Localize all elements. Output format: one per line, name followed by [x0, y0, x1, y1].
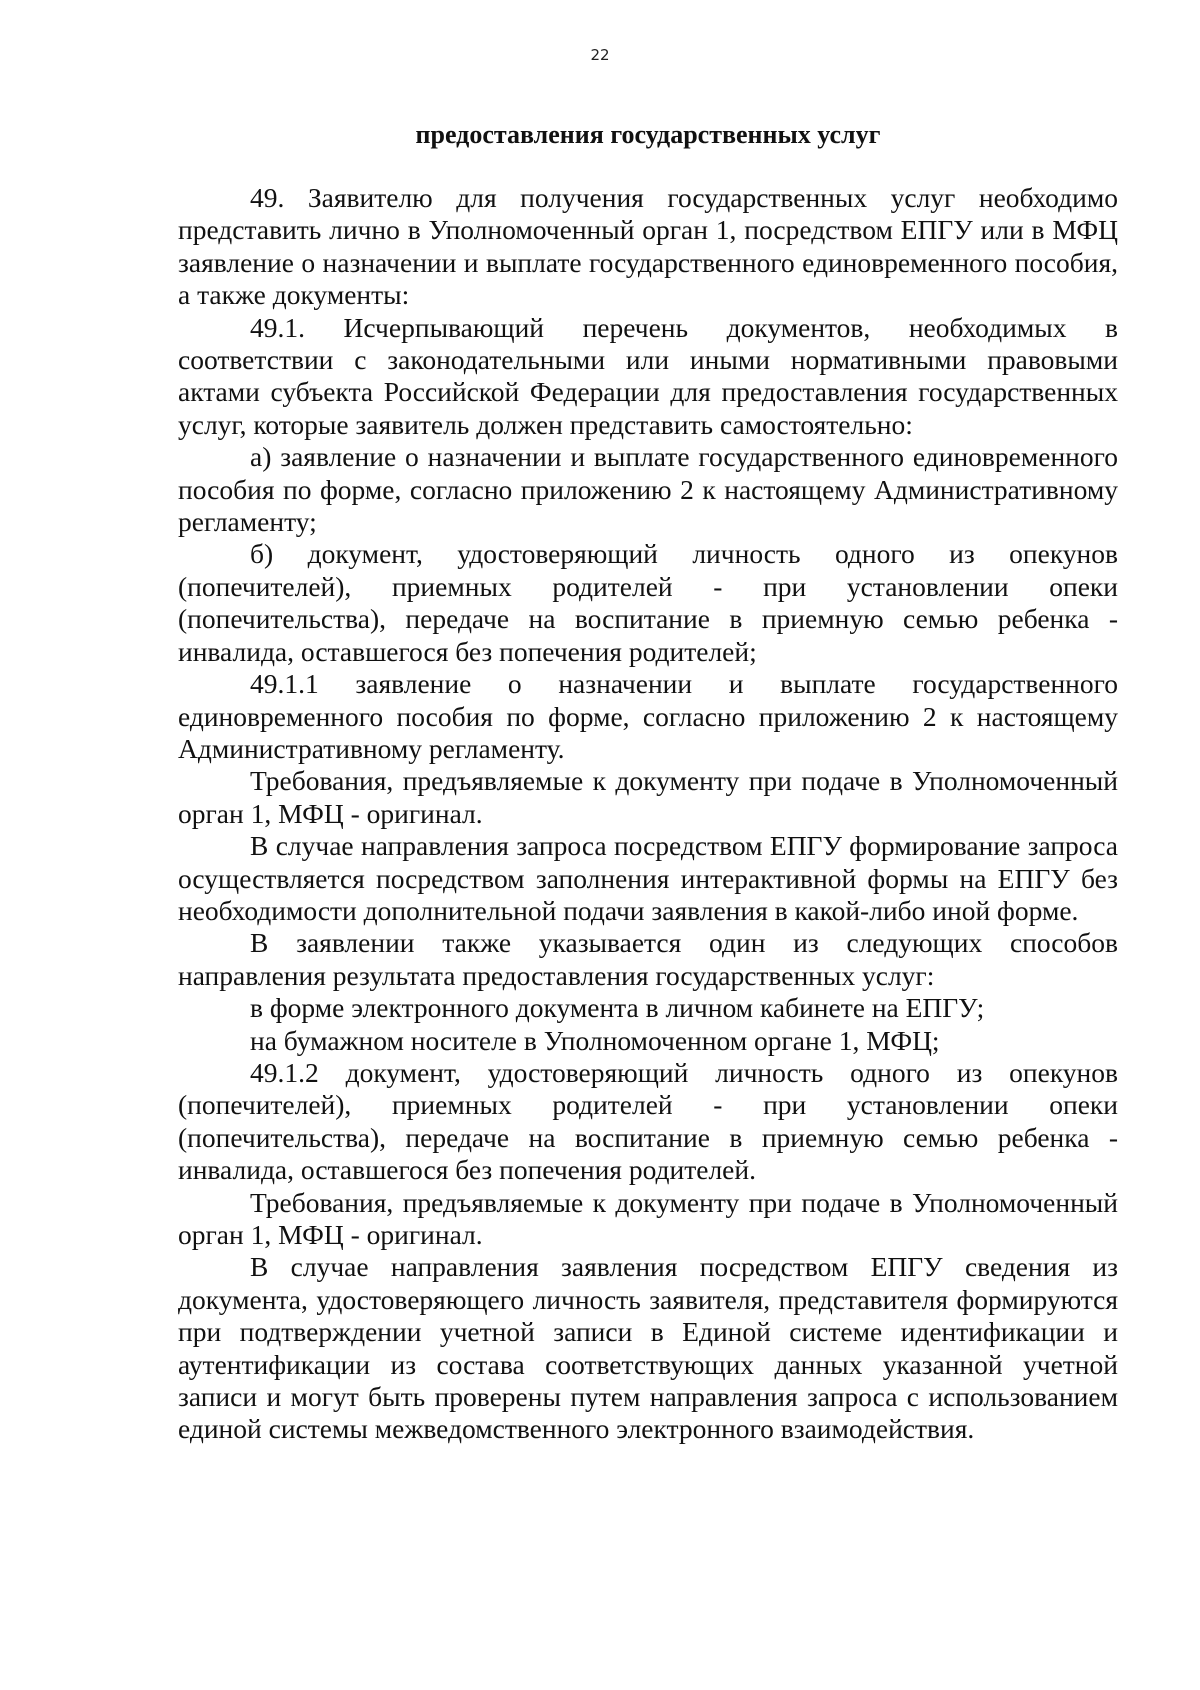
paragraph-49-1-1: 49.1.1 заявление о назначении и выплате государственного единовременного пособия по форме, согласно приложению 2 к настоящему Административному регламенту.: [178, 668, 1118, 764]
paragraph-epgu-request: В случае направления запроса посредством ЕПГУ формирование запроса осуществляется посредством заполнения интерактивной формы на ЕПГУ без необходимости дополнительной подачи заявления в какой-либо иной форме.: [178, 830, 1118, 926]
page-number: 22: [590, 46, 610, 64]
paragraph-49: 49. Заявителю для получения государственных услуг необходимо представить лично в Уполномоченный орган 1, посредством ЕПГУ или в МФЦ заявление о назначении и выплате государственного единовременного пособия, а также документы:: [178, 182, 1118, 311]
paragraph-epgu-identity: В случае направления заявления посредством ЕПГУ сведения из документа, удостоверяющего личность заявителя, представителя формируются при подтверждении учетной записи в Единой системе идентификации и аутентификации из состава соответствующих данных указанной учетной записи и могут быть проверены путем направления запроса с использованием единой системы межведомственного электронного взаимодействия.: [178, 1251, 1118, 1445]
paragraph-item-b: б) документ, удостоверяющий личность одного из опекунов (попечителей), приемных родителей - при установлении опеки (попечительства), передаче на воспитание в приемную семью ребенка - инвалида, оставшегося без попечения родителей;: [178, 538, 1118, 667]
paragraph-requirements-2: Требования, предъявляемые к документу при подаче в Уполномоченный орган 1, МФЦ - оригинал.: [178, 1186, 1118, 1250]
paragraph-requirements-1: Требования, предъявляемые к документу при подаче в Уполномоченный орган 1, МФЦ - оригинал.: [178, 765, 1118, 829]
section-title: предоставления государственных услуг: [415, 120, 881, 149]
paragraph-method-paper: на бумажном носителе в Уполномоченном органе 1, МФЦ;: [250, 1024, 940, 1056]
document-body: [178, 182, 1118, 1446]
paragraph-49-1: 49.1. Исчерпывающий перечень документов, необходимых в соответствии с законодательными или иными нормативными правовыми актами субъекта Российской Федерации для предоставления государственных услуг, которые заявитель должен представить самостоятельно:: [178, 311, 1118, 440]
paragraph-result-methods: В заявлении также указывается один из следующих способов направления результата предоставления государственных услуг:: [178, 927, 1118, 991]
paragraph-item-a: а) заявление о назначении и выплате государственного единовременного пособия по форме, согласно приложению 2 к настоящему Административному регламенту;: [178, 441, 1118, 538]
paragraph-49-1-2: 49.1.2 документ, удостоверяющий личность одного из опекунов (попечителей), приемных родителей - при установлении опеки (попечительства), передаче на воспитание в приемную семью ребенка - инвалида, оставшегося без попечения родителей.: [178, 1056, 1118, 1186]
paragraph-method-electronic: в форме электронного документа в личном кабинете на ЕПГУ;: [250, 992, 985, 1024]
